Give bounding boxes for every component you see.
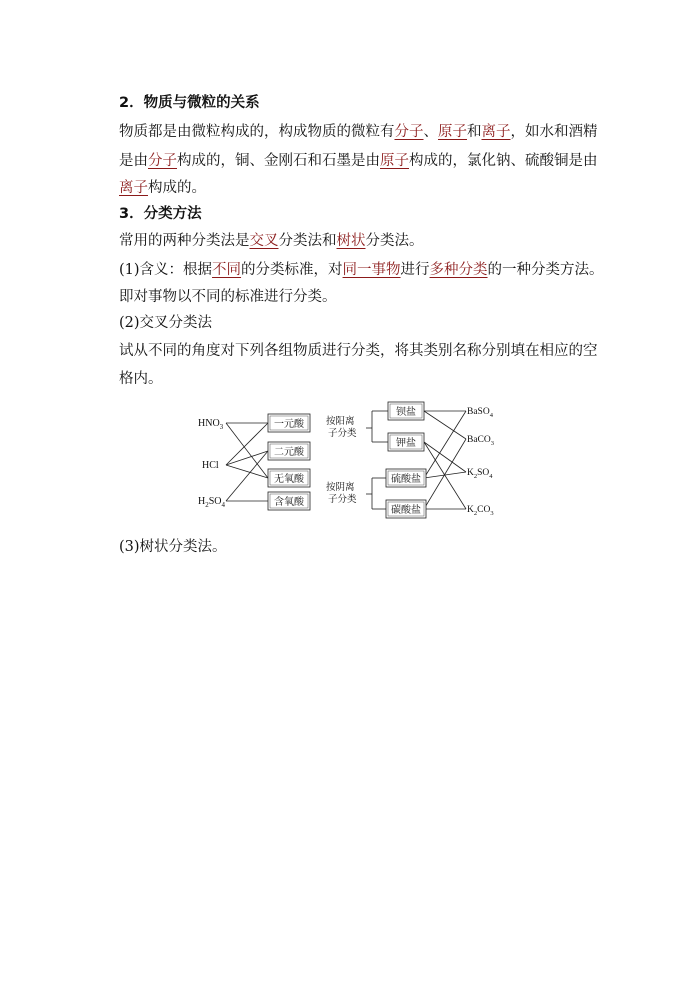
- connector-lines: [424, 411, 466, 509]
- answer-blank: 原子: [380, 153, 409, 169]
- bracket-lines: [366, 411, 388, 509]
- answer-blank: 多种分类: [429, 262, 488, 278]
- section-2-heading: 2．物质与微粒的关系: [119, 95, 260, 111]
- category-box-oxygen-free: [268, 469, 310, 487]
- substance-h2so4: $H_2SO_4$: [198, 496, 226, 509]
- section-3-line-4: (2)交叉分类法: [119, 315, 213, 331]
- group1-label: 按阳离子分类: [326, 416, 357, 439]
- section-3-line-7: (3)树状分类法。: [119, 539, 227, 555]
- substance-hcl: HCl: [202, 460, 219, 471]
- category-box-barium-salt: [388, 402, 424, 420]
- answer-blank: 分子: [148, 153, 177, 169]
- substance-hno3: $HNO_3$: [198, 418, 224, 431]
- connector-lines: [226, 423, 268, 501]
- section-3-line-1: 常用的两种分类法是交叉分类法和树状分类法。: [119, 233, 424, 249]
- answer-blank: 离子: [481, 124, 511, 140]
- compound-k2so4: $K_2SO_4$: [467, 468, 493, 480]
- answer-blank: 同一事物: [342, 262, 401, 278]
- section-2-line-2: 是由分子构成的，铜、金刚石和石墨是由原子构成的，氯化钠、硫酸铜是由: [119, 153, 598, 169]
- svg-text:硫酸盐: 硫酸盐: [391, 474, 421, 485]
- svg-text:一元酸: 一元酸: [274, 419, 304, 430]
- answer-blank: 原子: [438, 124, 467, 140]
- section-3-line-2: (1)含义：根据不同的分类标准，对同一事物进行多种分类的一种分类方法。: [119, 262, 604, 278]
- answer-blank: 离子: [119, 180, 148, 196]
- section-3-line-5: 试从不同的角度对下列各组物质进行分类，将其类别名称分别填在相应的空: [119, 343, 598, 359]
- category-box-potassium-salt: [388, 433, 424, 451]
- answer-blank: 交叉: [249, 233, 279, 249]
- section-2-line-3: 离子构成的。: [119, 180, 206, 196]
- compound-baso4: BaSO$_4$: [467, 407, 493, 419]
- answer-blank: 不同: [212, 262, 242, 278]
- compound-baco3: BaCO$_3$: [467, 435, 494, 447]
- category-box-dibasic: [268, 442, 310, 460]
- acid-cross-classification-diagram: [190, 400, 320, 520]
- svg-text:碳酸盐: 碳酸盐: [391, 505, 421, 516]
- salt-cross-classification-diagram: [320, 398, 510, 524]
- svg-text:二元酸: 二元酸: [274, 447, 304, 458]
- svg-text:钡盐: 钡盐: [396, 407, 416, 418]
- category-box-sulfate: [386, 469, 426, 487]
- section-3-heading: 3．分类方法: [119, 206, 202, 222]
- section-3-line-3: 即对事物以不同的标准进行分类。: [119, 289, 337, 305]
- answer-blank: 树状: [336, 233, 366, 249]
- category-box-monobasic: [268, 414, 310, 432]
- svg-text:钾盐: 钾盐: [396, 438, 416, 449]
- svg-text:含氧酸: 含氧酸: [274, 497, 304, 508]
- answer-blank: 分子: [394, 124, 424, 140]
- section-3-line-6: 格内。: [119, 371, 163, 387]
- category-box-oxyacid: [268, 492, 310, 510]
- compound-k2co3: $K_2CO_3$: [467, 505, 494, 517]
- group2-label: 按阴离子分类: [326, 482, 357, 505]
- category-box-carbonate: [386, 500, 426, 518]
- section-2-line-1: 物质都是由微粒构成的，构成物质的微粒有分子、原子和离子，如水和酒精: [119, 124, 598, 140]
- svg-text:无氧酸: 无氧酸: [274, 474, 304, 485]
